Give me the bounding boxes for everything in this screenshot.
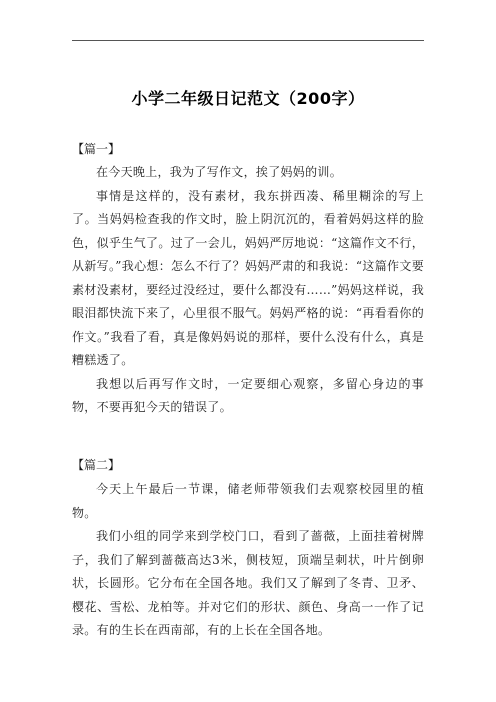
paragraph: 我想以后再写作文时，一定要细心观察，多留心身边的事物，不要再犯今天的错误了。 [72,376,424,414]
document-title: 小学二年级日记范文（200字） [131,88,365,108]
header-rule [72,40,424,41]
paragraph: 事情是这样的，没有素材，我东拼西凑、稀里糊涂的写上了。当妈妈检查我的作文时，脸上阴沉沉的，看着妈妈这样的脸色，似乎生气了。过了一会儿，妈妈严厉地说：“这篇作文不行，从新写。”我心想：怎么不行了？妈妈严肃的和我说：“这篇作文要素材没素材，要经过没经过，要什么都没有……”妈妈这样说，我眼泪都快流下来了，心里很不服气。妈妈严格的说：“再看看你的作文。”我看了看，真是像妈妈说的那样，要什么没有什么，真是糟糕透了。 [72,188,424,367]
section-heading: 【篇一】 [72,142,121,156]
paragraph: 在今天晚上，我为了写作文，挨了妈妈的训。 [96,165,343,179]
section-2 [72,457,424,643]
paragraph: 我们小组的同学来到学校门口，看到了蔷薇，上面挂着树牌子，我们了解到蔷薇高达3米，侧枝短，顶端呈刺状，叶片倒卵状，长圆形。它分布在全国各地。我们又了解到了冬青、卫矛、樱花、雪松、龙柏等。并对它们的形状、颜色、身高一一作了记录。有的生长在西南部，有的上长在全国各地。 [72,529,424,637]
section-1 [72,141,424,420]
paragraph: 今天上午最后一节课，储老师带领我们去观察校园里的植物。 [72,482,424,520]
section-heading: 【篇二】 [72,458,121,472]
